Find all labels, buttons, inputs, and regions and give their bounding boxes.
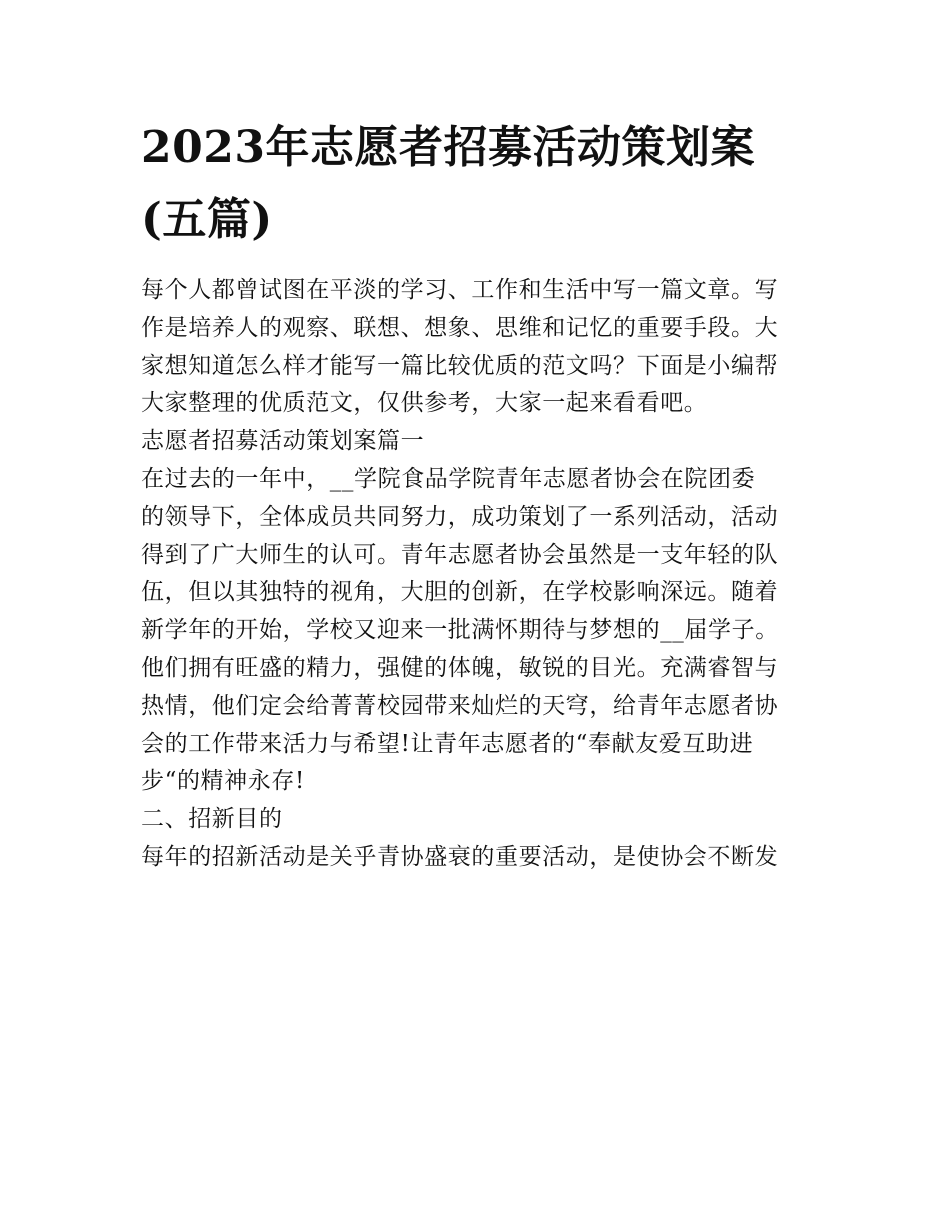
intro-line: 作是培养人的观察、联想、想象、思维和记忆的重要手段。大 xyxy=(141,314,779,341)
subheading-text: 二、招新目的 xyxy=(141,806,283,833)
section-heading-text: 志愿者招募活动策划案篇一 xyxy=(141,428,425,455)
body-line: 步“的精神永存! xyxy=(141,768,305,795)
subheading xyxy=(141,801,813,839)
body-line: 会的工作带来活力与希望!让青年志愿者的“奉献友爱互助进 xyxy=(141,730,754,757)
title-line-2: (五篇) xyxy=(141,194,273,245)
intro-line: 大家整理的优质范文，仅供参考，大家一起来看看吧。 xyxy=(141,390,708,417)
intro-line: 每个人都曾试图在平淡的学习、工作和生活中写一篇文章。写 xyxy=(141,277,779,303)
body-line: 每年的招新活动是关乎青协盛衰的重要活动，是使协会不断发 xyxy=(141,843,779,870)
intro-line: 家想知道怎么样才能写一篇比较优质的范文吗？下面是小编帮 xyxy=(141,352,779,379)
section-body-paragraph xyxy=(141,461,813,801)
title-line-1: 2023年志愿者招募活动策划案 xyxy=(141,122,755,173)
body-line: 新学年的开始，学校又迎来一批满怀期待与梦想的__届学子。 xyxy=(141,617,779,644)
body-line: 热情，他们定会给菁菁校园带来灿烂的天穹，给青年志愿者协 xyxy=(141,692,779,719)
document-content xyxy=(141,112,813,877)
document-title xyxy=(141,112,813,256)
body-line: 在过去的一年中，__学院食品学院青年志愿者协会在院团委 xyxy=(141,465,756,492)
body-line: 的领导下，全体成员共同努力，成功策划了一系列活动，活动 xyxy=(141,503,779,530)
body-line: 伍，但以其独特的视角，大胆的创新，在学校影响深远。随着 xyxy=(141,579,779,606)
body-line: 他们拥有旺盛的精力，强健的体魄，敏锐的目光。充满睿智与 xyxy=(141,654,779,681)
section-heading xyxy=(141,423,813,461)
subheading-body-paragraph xyxy=(141,839,813,877)
body-line: 得到了广大师生的认可。青年志愿者协会虽然是一支年轻的队 xyxy=(141,541,779,568)
intro-paragraph xyxy=(141,272,813,423)
